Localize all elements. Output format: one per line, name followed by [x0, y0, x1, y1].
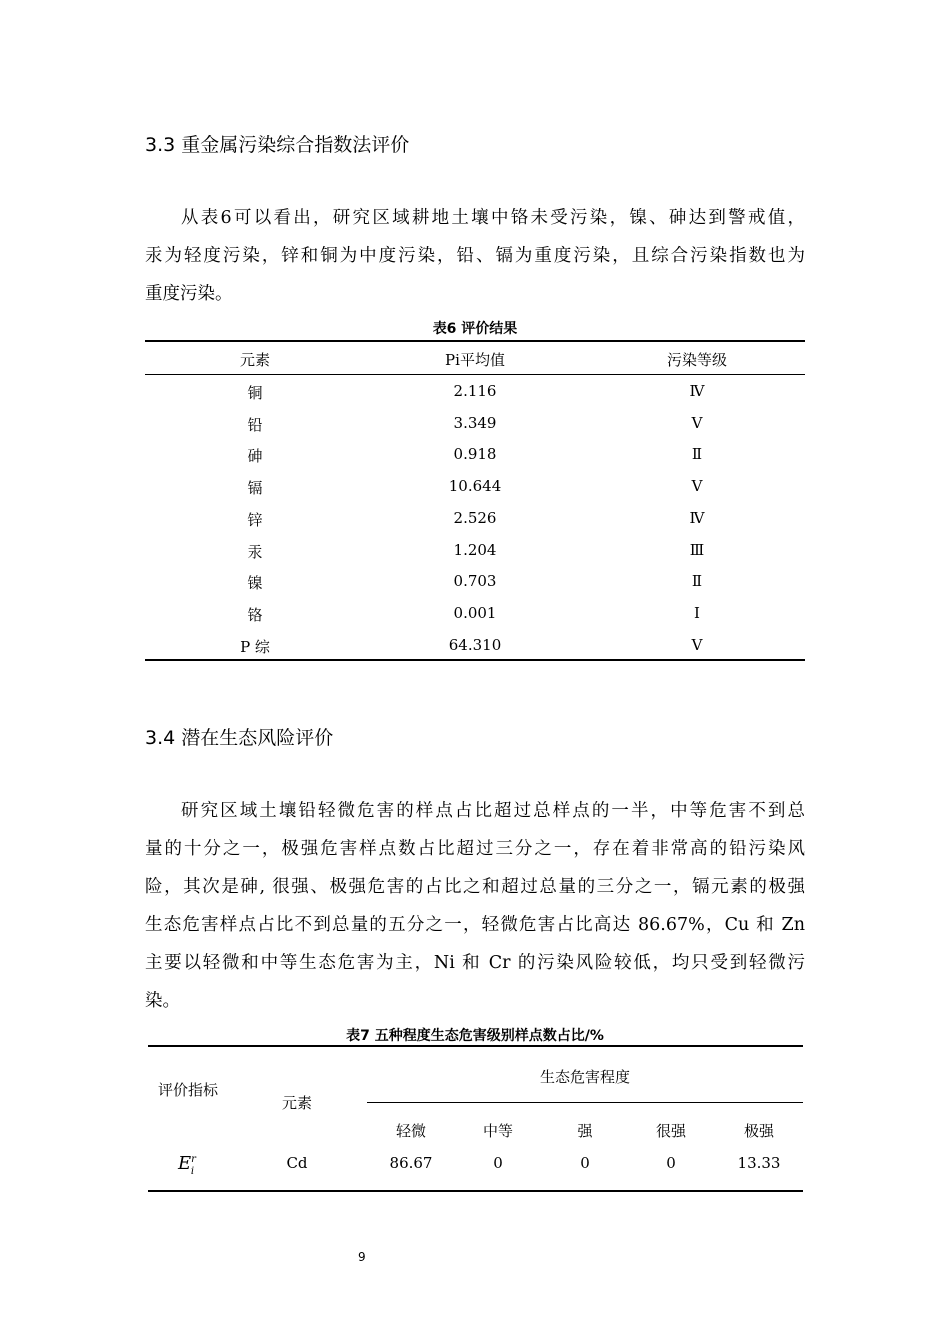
index-symbol	[178, 1153, 194, 1177]
table-cell: 镍	[247, 574, 263, 593]
index-sup: r	[191, 1154, 196, 1165]
table-cell: 锌	[247, 510, 263, 529]
table-cell: Ⅴ	[691, 477, 703, 496]
table-cell: 0	[580, 1154, 590, 1172]
section-heading: 3.3 重金属污染综合指数法评价	[145, 134, 410, 156]
table-cell: Ⅲ	[689, 540, 705, 559]
table-cell: 镉	[247, 479, 263, 498]
table-cell: 铬	[247, 605, 263, 624]
table-cell: Ⅰ	[694, 603, 700, 622]
paragraph-line: 主要以轻微和中等生态危害为主，Ni 和 Cr 的污染风险较低，均只受到轻微污	[145, 953, 805, 973]
paragraph-line: 染。	[145, 991, 180, 1011]
table-cell: 铅	[247, 415, 263, 434]
table-cell: P 综	[240, 637, 270, 656]
table-cell: Ⅴ	[691, 635, 703, 654]
column-header: 中等	[482, 1122, 514, 1140]
table-cell: Ⅳ	[689, 508, 705, 527]
table-bottom-rule	[148, 1190, 803, 1192]
table-cell: 0.703	[453, 572, 497, 591]
paragraph-line: 研究区域土壤铅轻微危害的样点占比超过总样点的一半，中等危害不到总	[181, 801, 805, 821]
group-header: 生态危害程度	[539, 1068, 631, 1086]
table-bottom-rule	[145, 659, 805, 661]
table-cell: Ⅳ	[689, 382, 705, 400]
column-header: 轻微	[395, 1122, 427, 1140]
table-cell: 13.33	[737, 1154, 781, 1172]
table-cell: 0	[666, 1154, 676, 1172]
column-header: 元素	[239, 351, 271, 369]
table-header-rule	[145, 374, 805, 375]
section-heading: 3.4 潜在生态风险评价	[145, 727, 334, 749]
table-cell: 2.526	[453, 508, 497, 527]
table-cell: 2.116	[453, 382, 497, 400]
table-cell: 砷	[247, 447, 263, 466]
table-cell: 3.349	[453, 413, 497, 432]
table-cell: Ⅱ	[691, 445, 703, 464]
table-cell: 0.918	[453, 445, 497, 464]
table-cell: 64.310	[448, 635, 502, 654]
column-header: 极强	[743, 1122, 775, 1140]
paragraph-line: 险，其次是砷, 很强、极强危害的占比之和超过总量的三分之一，镉元素的极强	[145, 877, 805, 897]
table-cell: 汞	[247, 542, 263, 561]
paragraph-line: 从表6可以看出，研究区域耕地土壤中铬未受污染，镍、砷达到警戒值，	[181, 208, 805, 228]
table-cell: 0	[493, 1154, 503, 1172]
index-sub: i	[190, 1165, 195, 1177]
paragraph-line: 重度污染。	[145, 284, 233, 304]
table-caption: 表6 评价结果	[432, 321, 518, 337]
paragraph-line: 量的十分之一，极强危害样点数占比超过三分之一，存在着非常高的铅污染风	[145, 839, 805, 859]
paragraph-line: 汞为轻度污染，锌和铜为中度污染，铅、镉为重度污染，且综合污染指数也为	[145, 246, 805, 266]
table-top-rule	[148, 1045, 803, 1047]
table-cell: 10.644	[448, 477, 502, 496]
column-header: 很强	[655, 1122, 687, 1140]
column-header: 污染等级	[666, 351, 728, 369]
element-cell: Cd	[286, 1154, 308, 1172]
table-caption: 表7 五种程度生态危害级别样点数占比/%	[346, 1028, 604, 1044]
column-header: 评价指标	[158, 1081, 219, 1099]
table-cell: 0.001	[453, 603, 497, 622]
paragraph-line: 生态危害样点占比不到总量的五分之一，轻微危害占比高达 86.67%，Cu 和 Zn	[145, 915, 805, 935]
table-cell: 1.204	[453, 540, 497, 559]
table-cell: 86.67	[389, 1154, 433, 1172]
page-number: 9	[358, 1250, 366, 1264]
column-header: Pi平均值	[445, 351, 505, 369]
table-cell: Ⅱ	[691, 572, 703, 591]
table-group-rule	[367, 1102, 803, 1103]
column-header: 元素	[281, 1094, 313, 1112]
index-letter: E	[177, 1153, 192, 1174]
table-top-rule	[145, 340, 805, 342]
table-cell: 铜	[247, 384, 263, 402]
column-header: 强	[577, 1122, 593, 1140]
table-cell: Ⅴ	[691, 413, 703, 432]
